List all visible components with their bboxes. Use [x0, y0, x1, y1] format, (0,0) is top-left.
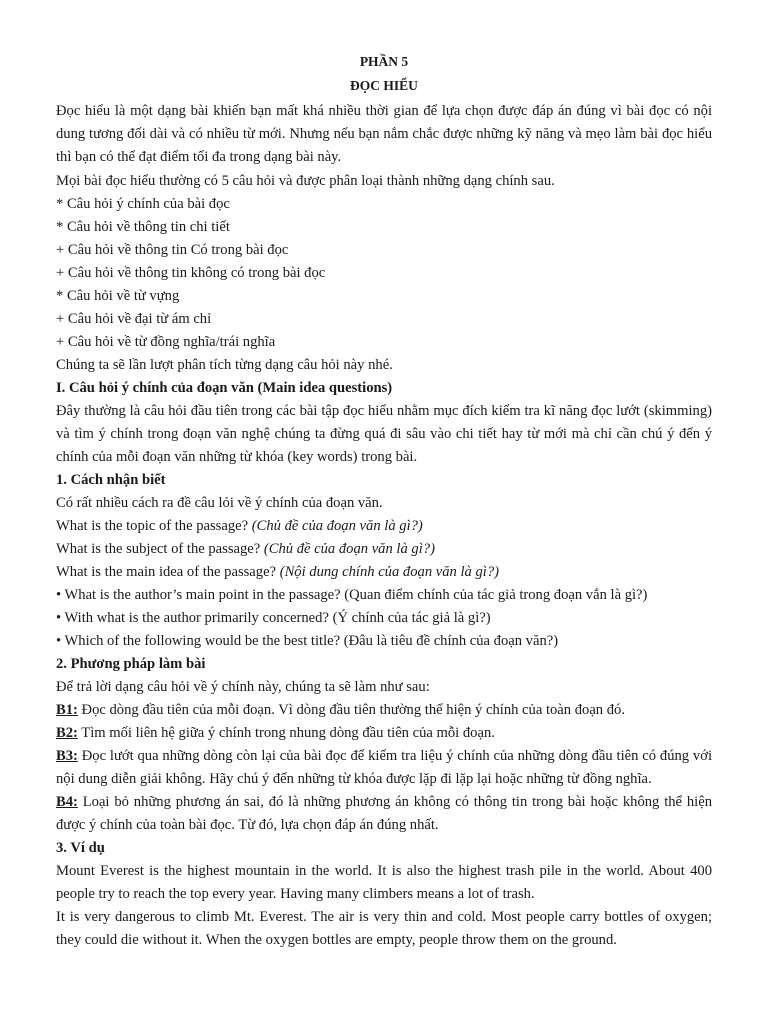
page-subtitle: ĐỌC HIỂU: [350, 78, 418, 93]
example-paragraph: It is very dangerous to climb Mt. Everest. The air is very thin and cold. Most people carry bottles of oxygen; they could die without it. When the oxygen bottles are empty, people throw them on the ground.: [56, 908, 712, 948]
bullet-item: • Which of the following would be the best title? (Đâu là tiêu đề chính của đoạn văn?): [56, 632, 559, 649]
subsection-heading: 1. Cách nhận biết: [56, 471, 166, 488]
page-title: PHẦN 5: [359, 54, 409, 69]
intro-paragraph: Đọc hiểu là một dạng bài khiến bạn mất khá nhiều thời gian để lựa chọn được đáp án đúng vì bài đọc có nội dung tương đối dài và có nhiều từ mới. Nhưng nếu bạn nắm chắc được những kỹ năng và mẹo làm bài đọc hiểu thì bạn có thể đạt điểm tối đa trong dạng bài này.: [56, 103, 712, 165]
list-item: + Câu hỏi về từ đồng nghĩa/trái nghĩa: [56, 333, 276, 350]
list-item: + Câu hỏi về thông tin Có trong bài đọc: [56, 241, 289, 258]
bullet-item: • What is the author’s main point in the passage? (Quan điểm chính của tác giả trong đoạn vắn là gì?): [56, 586, 648, 603]
question-line: What is the subject of the passage? (Chủ đề của đoạn văn là gì?): [56, 540, 435, 557]
subsection-heading: 2. Phương pháp làm bài: [56, 655, 206, 672]
subsection-heading: 3. Ví dụ: [56, 839, 105, 856]
question-line: What is the main idea of the passage? (Nội dung chính của đoạn văn là gì?): [56, 563, 499, 580]
step-item: B4: Loại bỏ những phương án sai, đó là những phương án không có thông tin trong bài hoặc không thể hiện được ý chính của toàn bài đọc. Từ đó, lựa chọn đáp án đúng nhất.: [56, 793, 712, 833]
list-item: + Câu hỏi về thông tin không có trong bài đọc: [56, 264, 326, 281]
question-line: What is the topic of the passage? (Chủ đề của đoạn văn là gì?): [56, 517, 423, 534]
subsection-lead: Có rất nhiều cách ra đề câu lỏi về ý chính của đoạn văn.: [56, 494, 383, 511]
step-item: B3: Đọc lướt qua những dòng còn lại của bài đọc để kiểm tra liệu ý chính của những dòng đầu tiên có đúng với nội dung diễn giải không. Hãy chú ý đến những từ khóa được lặp đi lặp lại hoặc những từ đồng nghĩa.: [56, 747, 712, 787]
list-item: * Câu hỏi ý chính của bài đọc: [56, 195, 230, 212]
step-item: B1: Đọc dòng đầu tiên của mỗi đoạn. Vì dòng đầu tiên thường thể hiện ý chính của toàn đoạn đó.: [56, 701, 625, 718]
list-item: * Câu hỏi về thông tin chi tiết: [56, 218, 230, 235]
list-item: + Câu hỏi về đại từ ám chỉ: [56, 310, 212, 327]
intro-paragraph-3: Chúng ta sẽ lần lượt phân tích từng dạng câu hỏi này nhé.: [56, 356, 393, 373]
example-paragraph: Mount Everest is the highest mountain in the world. It is also the highest trash pile in the world. About 400 people try to reach the top every year. Having many climbers means a lot of trash.: [56, 862, 712, 902]
intro-paragraph-2: Mọi bài đọc hiểu thường có 5 câu hỏi và được phân loại thành những dạng chính sau.: [56, 172, 555, 189]
step-item: B2: Tìm mối liên hệ giữa ý chính trong nhung dòng đầu tiên của mỗi đoạn.: [56, 724, 495, 741]
subsection-lead: Để trả lời dạng câu hỏi về ý chính này, chúng ta sẽ làm như sau:: [56, 678, 430, 695]
list-item: * Câu hỏi về từ vựng: [56, 287, 180, 304]
bullet-item: • With what is the author primarily concerned? (Ý chính của tác giả là gì?): [56, 609, 491, 626]
section-body: Đây thường là câu hỏi đầu tiên trong các bài tập đọc hiểu nhằm mục đích kiểm tra kĩ năng đọc lướt (skimming) và tìm ý chính trong đoạn văn nghệ chúng ta đừng quá đi sâu vào chi tiết hay từ mới mà chỉ cần chú ý đến ý chính của mỗi đoạn văn những từ khóa (key words) trong bài.: [56, 402, 712, 465]
section-heading: I. Câu hỏi ý chính của đoạn văn (Main idea questions): [56, 379, 393, 396]
